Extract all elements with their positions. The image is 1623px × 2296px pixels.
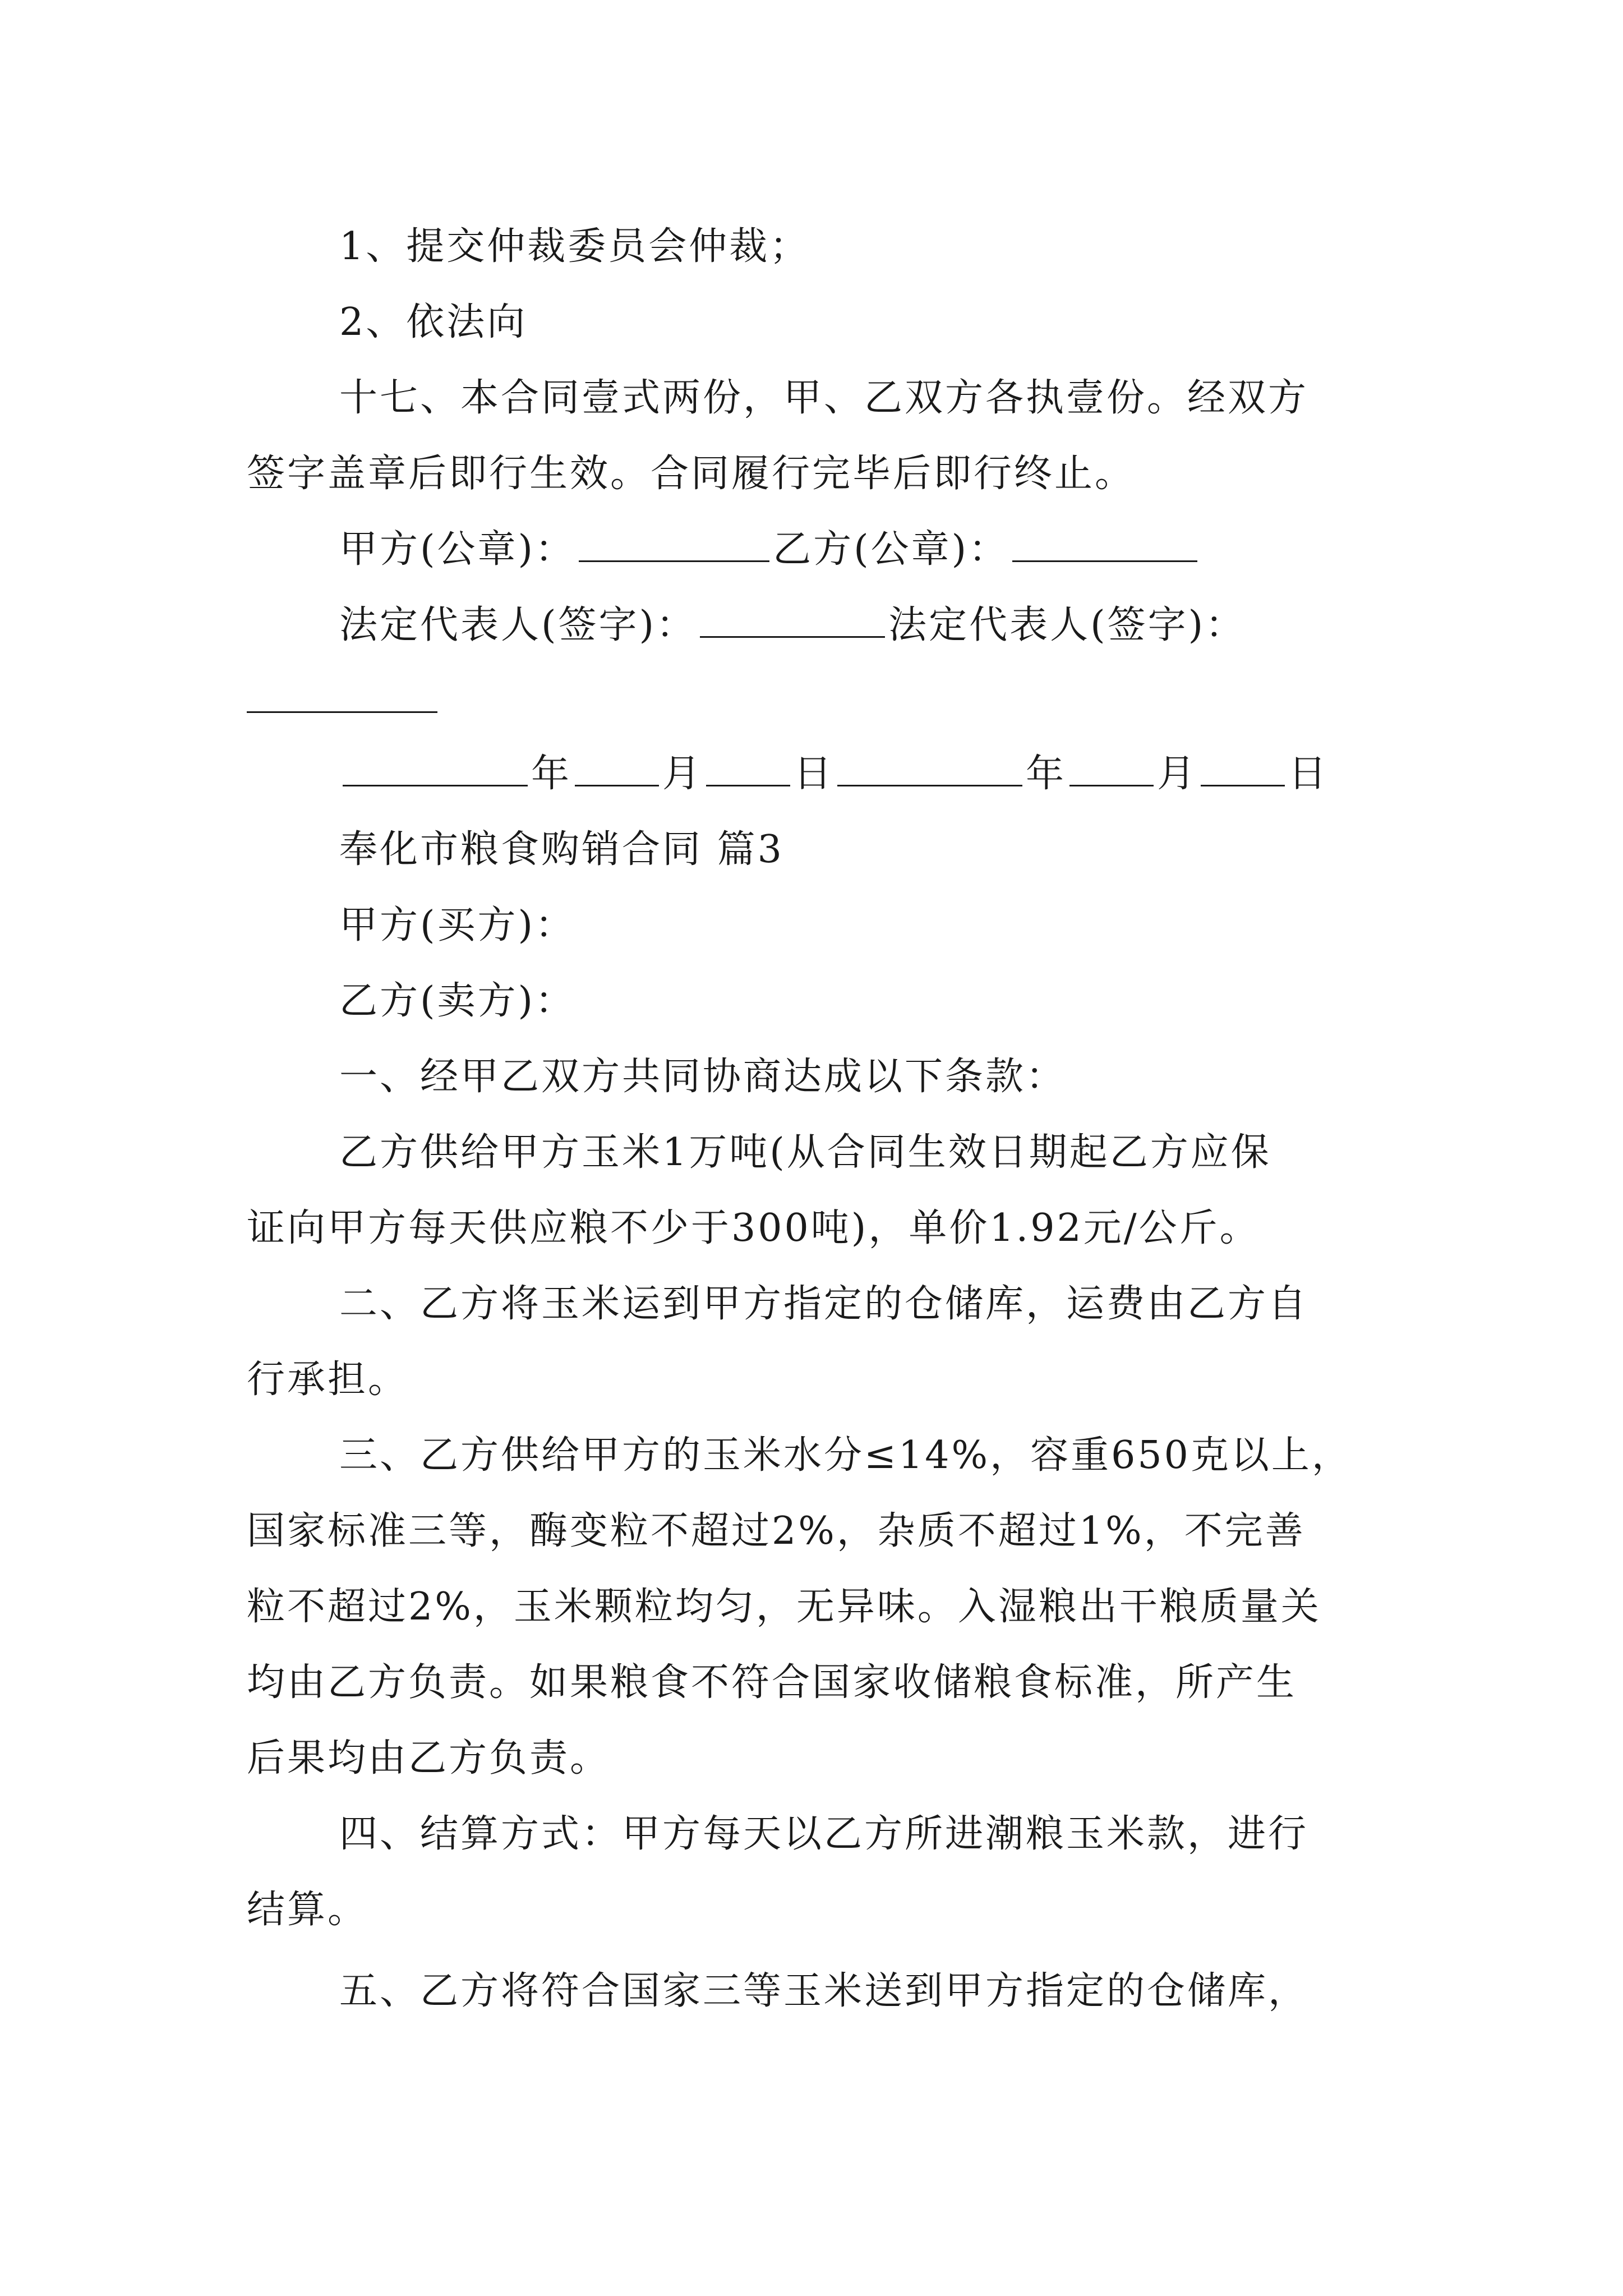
date-day-blank-b — [1201, 784, 1285, 786]
text-line: 乙方(卖方)： — [339, 979, 576, 1023]
text-line: 二、乙方将玉米运到甲方指定的仓储库，运费由乙方自 — [339, 1282, 1309, 1326]
party-b-rep-label: 法定代表人(签字)： — [888, 603, 1246, 647]
seller-line — [339, 976, 1402, 1027]
month-label-a: 月 — [662, 752, 703, 796]
clause-17-line2 — [247, 449, 1402, 499]
text-line: 后果均由乙方负责。 — [247, 1736, 611, 1780]
date-month-blank-b — [1069, 784, 1154, 786]
clause-4-line2 — [247, 1885, 1402, 1935]
party-b-seal-label: 乙方(公章)： — [773, 527, 1009, 572]
clause-lawsuit — [339, 297, 1402, 348]
text-line: 证向甲方每天供应粮不少于300吨)，单价1.92元/公斤。 — [247, 1206, 1260, 1250]
clause-3-line1 — [339, 1430, 1402, 1481]
date-year-blank-b — [837, 784, 1022, 786]
year-label-b: 年 — [1026, 752, 1067, 796]
text-line: 甲方(买方)： — [339, 903, 576, 947]
text-line: 国家标准三等，酶变粒不超过2%，杂质不超过1%，不完善 — [247, 1509, 1306, 1553]
text-line: 奉化市粮食购销合同 篇3 — [339, 827, 784, 872]
supply-line2 — [247, 1203, 1402, 1254]
clause-3-line4 — [247, 1658, 1402, 1708]
text-line: 三、乙方供给甲方的玉米水分≤14%，容重650克以上， — [339, 1433, 1352, 1478]
text-line: 1、提交仲裁委员会仲裁； — [339, 224, 810, 269]
text-line: 五、乙方将符合国家三等玉米送到甲方指定的仓储库， — [339, 1969, 1309, 2013]
text-line: 十七、本合同壹式两份，甲、乙双方各执壹份。经双方 — [339, 376, 1309, 420]
party-a-rep-blank — [700, 636, 885, 638]
month-label-b: 月 — [1157, 752, 1198, 796]
text-line: 结算。 — [247, 1888, 368, 1932]
buyer-line — [339, 900, 1402, 951]
clause-2-line1 — [339, 1279, 1402, 1329]
clause-4-line1 — [339, 1809, 1402, 1860]
day-label-a: 日 — [794, 752, 834, 796]
text-line: 2、依法向 — [339, 300, 528, 344]
date-day-blank-a — [706, 784, 790, 786]
year-label-a: 年 — [531, 752, 572, 796]
clause-1 — [339, 1052, 1402, 1102]
signature-seal-row — [339, 524, 1402, 575]
clause-3-line2 — [247, 1506, 1402, 1557]
party-b-rep-blank — [247, 711, 437, 713]
party-a-seal-blank — [579, 560, 769, 562]
text-line: 一、经甲乙双方共同协商达成以下条款： — [339, 1055, 1067, 1099]
party-a-rep-label: 法定代表人(签字)： — [339, 603, 697, 647]
party-a-seal-label: 甲方(公章)： — [339, 527, 576, 572]
text-line: 签字盖章后即行生效。合同履行完毕后即行终止。 — [247, 452, 1136, 496]
text-line: 均由乙方负责。如果粮食不符合国家收储粮食标准，所产生 — [247, 1660, 1297, 1705]
clause-arbitration — [339, 222, 1402, 272]
date-row — [339, 749, 1402, 799]
clause-5-line1 — [339, 1966, 1402, 2017]
text-line: 四、结算方式：甲方每天以乙方所进潮粮玉米款，进行 — [339, 1812, 1309, 1856]
text-line: 粒不超过2%，玉米颗粒均匀，无异味。入湿粮出干粮质量关 — [247, 1585, 1321, 1629]
supply-line1 — [339, 1128, 1402, 1178]
clause-3-line3 — [247, 1582, 1402, 1632]
date-year-blank-a — [343, 784, 528, 786]
clause-2-line2 — [247, 1355, 1402, 1405]
contract-title — [339, 825, 1402, 875]
text-line: 行承担。 — [247, 1358, 409, 1402]
legal-rep-row — [339, 600, 1402, 651]
clause-17-line1 — [339, 373, 1402, 424]
text-line: 乙方供给甲方玉米1万吨(从合同生效日期起乙方应保 — [339, 1130, 1271, 1175]
party-b-seal-blank — [1012, 560, 1197, 562]
clause-3-line5 — [247, 1733, 1402, 1784]
date-month-blank-a — [575, 784, 659, 786]
day-label-b: 日 — [1288, 752, 1329, 796]
